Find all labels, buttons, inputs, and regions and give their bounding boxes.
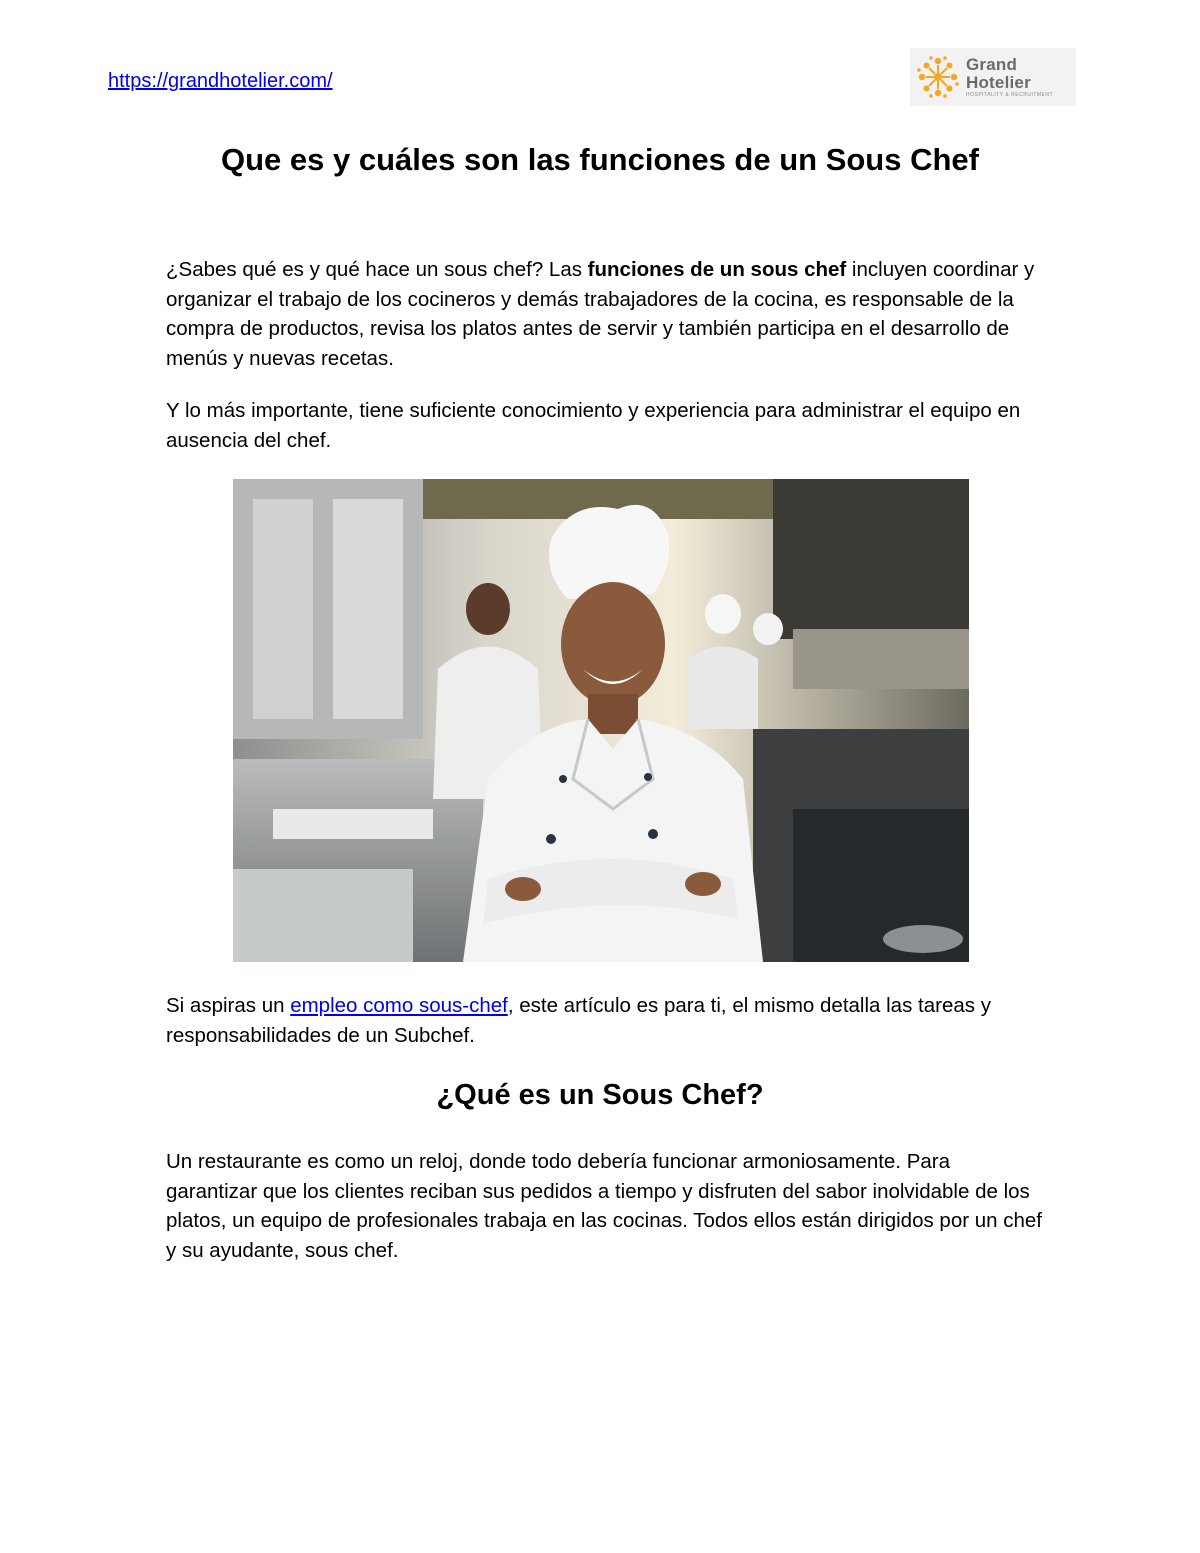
sun-logo-icon [916,55,960,99]
logo-name: Grand Hotelier [966,54,1031,92]
website-link[interactable]: https://grandhotelier.com/ [108,70,333,92]
intro-paragraph [166,255,1046,373]
section-heading: ¿Qué es un Sous Chef? [436,1079,764,1111]
logo-tagline: HOSPITALITY & RECRUITMENT [966,91,1054,98]
grand-hotelier-logo [910,48,1076,106]
importance-paragraph: Y lo más importante, tiene suficiente conocimiento y experiencia para administrar el equipo en ausencia del chef. [166,399,1021,452]
cta-paragraph [166,991,1046,1050]
section-paragraph: Un restaurante es como un reloj, donde todo debería funcionar armoniosamente. Para garantizar que los clientes reciban sus pedidos a tiempo y disfruten del sabor inolvidable de los platos, un equipo de profesionales trabaja en las cocinas. Todos ellos están dirigidos por un chef y su ayudante, sous chef. [166,1150,1042,1262]
cta-text-end: , este artículo es para ti, el mismo detalla las tareas y responsabilidades de un Subchef. [166,994,991,1047]
cta-text-start: Si aspiras un [166,994,291,1017]
intro-bold-phrase: funciones de un sous chef [587,258,847,281]
article-title: Que es y cuáles son las funciones de un Sous Chef [221,142,979,177]
job-link[interactable]: empleo como sous-chef [290,994,508,1017]
intro-text-start: ¿Sabes qué es y qué hace un sous chef? Las [166,258,588,281]
intro-text-end: incluyen coordinar y organizar el trabajo de los cocineros y demás trabajadores de la cocina, es responsable de la compra de productos, revisa los platos antes de servir y también participa en el desarrollo de menús y nuevas recetas. [166,258,1035,370]
sous-chef-photo [233,479,969,962]
